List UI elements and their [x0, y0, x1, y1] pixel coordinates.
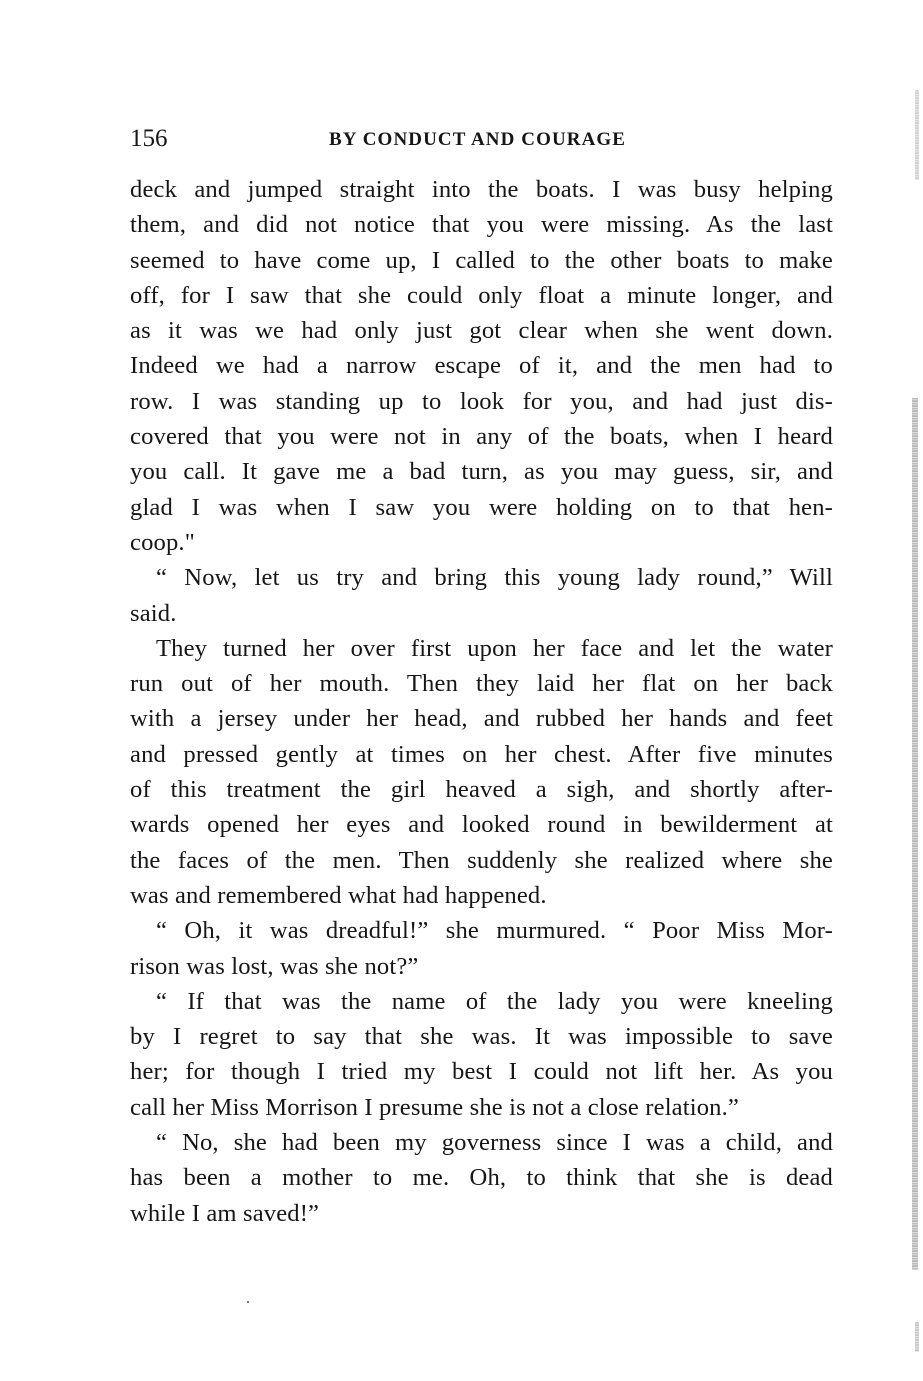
- scan-speck: [247, 1301, 249, 1303]
- text-line: has been a mother to me. Oh, to think that she is dead: [130, 1164, 833, 1192]
- text-line: covered that you were not in any of the boats, when I heard: [130, 423, 833, 451]
- text-line: coop.": [130, 528, 195, 556]
- text-line: said.: [130, 599, 177, 627]
- text-line: row. I was standing up to look for you, and had just dis-: [130, 387, 833, 415]
- text-line: “ No, she had been my governess since I was a child, and: [156, 1129, 833, 1157]
- text-line: wards opened her eyes and looked round in bewilderment at: [130, 811, 833, 839]
- text-line: They turned her over first upon her face and let the water: [156, 634, 833, 662]
- page-edge-shadow: [912, 398, 918, 1270]
- text-line: by I regret to say that she was. It was impossible to save: [130, 1023, 833, 1051]
- text-line: rison was lost, was she not?”: [130, 952, 419, 980]
- text-line: was and remembered what had happened.: [130, 881, 547, 909]
- text-line: and pressed gently at times on her chest. After five minutes: [130, 740, 833, 768]
- text-line: them, and did not notice that you were missing. As the last: [130, 211, 833, 239]
- running-title: BY CONDUCT AND COURAGE: [329, 129, 627, 150]
- body-text: [130, 172, 833, 1231]
- text-line: glad I was when I saw you were holding on to that hen-: [130, 493, 833, 521]
- text-line: her; for though I tried my best I could not lift her. As you: [130, 1058, 833, 1086]
- text-line: Indeed we had a narrow escape of it, and the men had to: [130, 352, 833, 380]
- text-line: run out of her mouth. Then they laid her flat on her back: [130, 670, 833, 698]
- running-head: [130, 124, 833, 154]
- text-line: deck and jumped straight into the boats. I was busy helping: [130, 176, 833, 203]
- text-line: seemed to have come up, I called to the other boats to make: [130, 246, 833, 274]
- text-line: call her Miss Morrison I presume she is not a close relation.”: [130, 1093, 739, 1121]
- text-line: the faces of the men. Then suddenly she realized where she: [130, 846, 833, 874]
- page-edge-shadow: [915, 1322, 919, 1352]
- text-line: of this treatment the girl heaved a sigh, and shortly after-: [130, 776, 833, 804]
- text-line: while I am saved!”: [130, 1199, 320, 1227]
- text-line: with a jersey under her head, and rubbed her hands and feet: [130, 705, 833, 733]
- page-edge-shadow: [915, 90, 919, 180]
- text-line: “ Now, let us try and bring this young lady round,” Will: [156, 564, 833, 592]
- text-line: as it was we had only just got clear when she went down.: [130, 317, 833, 345]
- text-line: off, for I saw that she could only float a minute longer, and: [130, 281, 833, 309]
- text-line: “ If that was the name of the lady you were kneeling: [156, 987, 833, 1015]
- text-line: you call. It gave me a bad turn, as you may guess, sir, and: [130, 458, 833, 486]
- page-number: 156: [130, 125, 168, 152]
- text-line: “ Oh, it was dreadful!” she murmured. “ Poor Miss Mor-: [156, 917, 833, 945]
